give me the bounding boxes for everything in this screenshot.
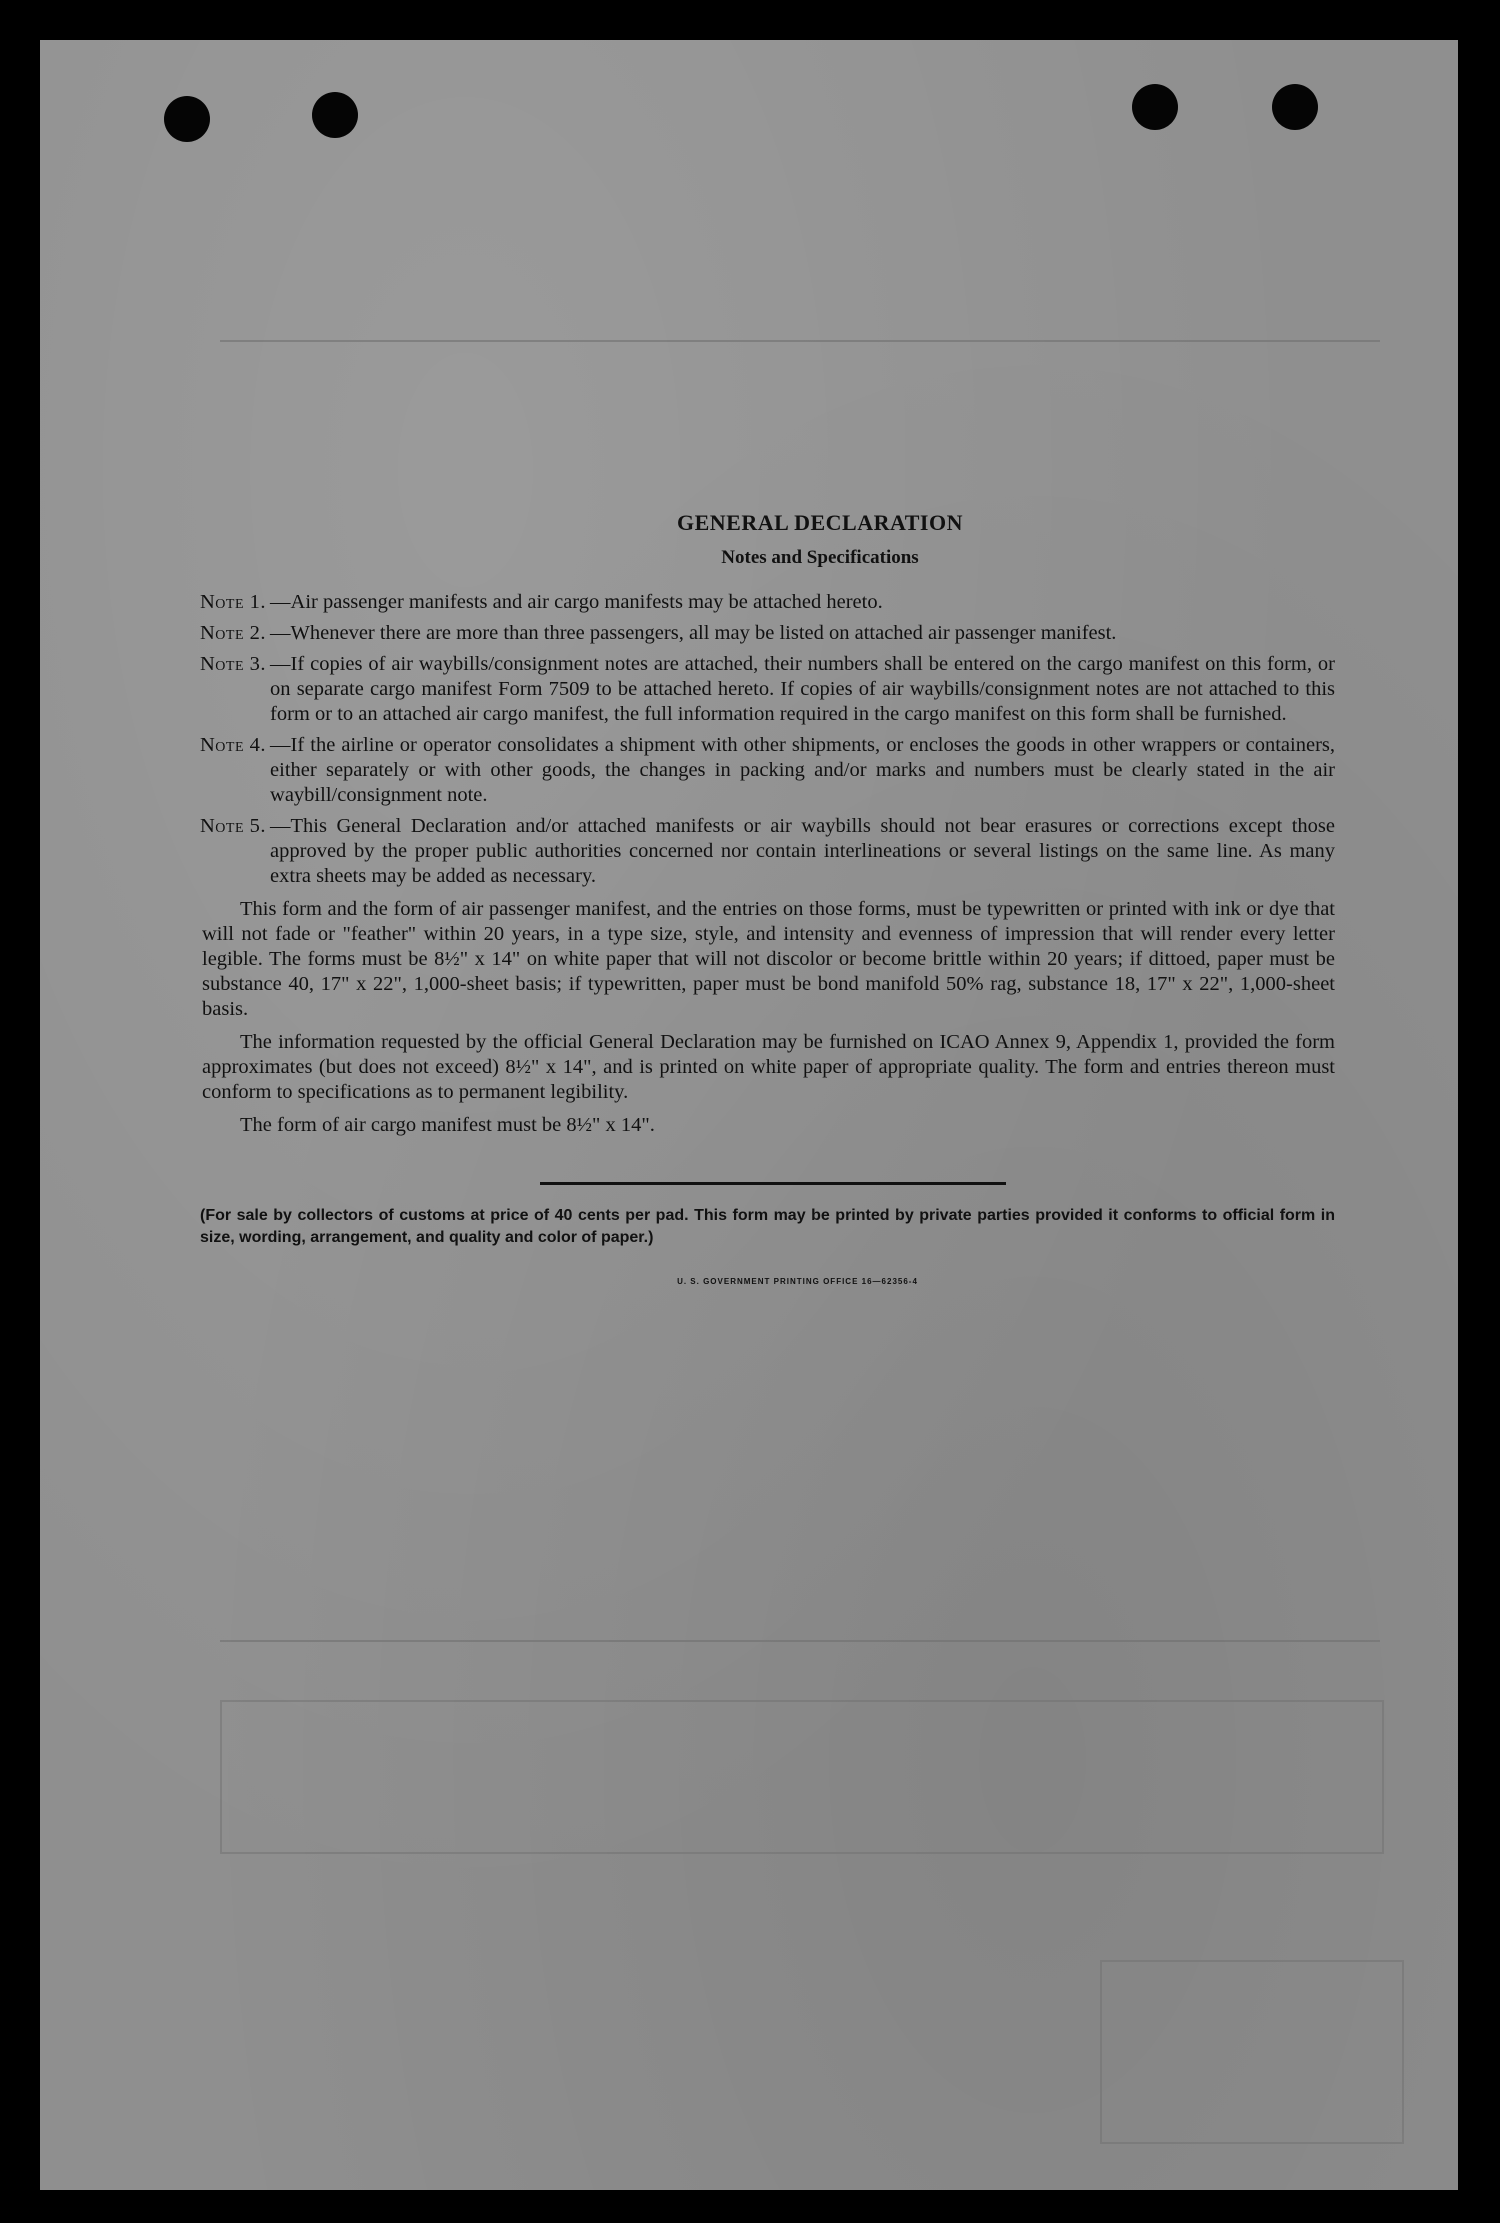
punch-hole: [1132, 84, 1178, 130]
note-label: Note 2.: [200, 622, 267, 644]
divider-rule: [540, 1182, 1006, 1185]
note-item: [200, 590, 1335, 615]
printer-imprint: U. S. GOVERNMENT PRINTING OFFICE 16—62356-4: [677, 1277, 918, 1286]
page-title: GENERAL DECLARATION: [677, 510, 963, 535]
note-text: —Air passenger manifests and air cargo manifests may be attached hereto.: [270, 591, 883, 613]
sale-notice: (For sale by collectors of customs at price of 40 cents per pad. This form may be printed by private parties provided it conforms to official form in size, wording, arrangement, and quality and color of paper.): [200, 1207, 1335, 1246]
note-text: —If copies of air waybills/consignment notes are attached, their numbers shall be entered on the cargo manifest on this form, or on separate cargo manifest Form 7509 to be attached hereto. If copies of air waybills/consignment notes are not attached to this form or to an attached air cargo manifest, the full information required in the cargo manifest on this form shall be furnished.: [270, 653, 1335, 725]
note-item: [200, 652, 1335, 727]
document-page: [40, 40, 1458, 2190]
specification-paragraph: The form of air cargo manifest must be 8½" x 14".: [240, 1114, 655, 1136]
bleed-through-box: [1100, 1960, 1404, 2144]
specification-paragraph: The information requested by the official General Declaration may be furnished on ICAO Annex 9, Appendix 1, provided the form approximates (but does not exceed) 8½" x 14", and is printed on white paper of appropriate quality. The form and entries thereon must conform to specifications as to permanent legibility.: [202, 1031, 1335, 1103]
specification-paragraph: This form and the form of air passenger manifest, and the entries on those forms, must be typewritten or printed with ink or dye that will not fade or "feather" within 20 years, in a type size, style, and intensity and evenness of impression that will render every letter legible. The forms must be 8½" x 14" on white paper that will not discolor or become brittle within 20 years; if dittoed, paper must be substance 40, 17" x 22", 1,000-sheet basis; if typewritten, paper must be bond manifold 50% rag, substance 18, 17" x 22", 1,000-sheet basis.: [202, 898, 1335, 1020]
note-label: Note 5.: [200, 815, 267, 837]
punch-hole: [1272, 84, 1318, 130]
punch-hole: [164, 96, 210, 142]
notes-section: [200, 470, 1335, 1294]
note-item: [200, 621, 1335, 646]
page-subtitle: Notes and Specifications: [721, 547, 919, 568]
bleed-through-line: [220, 1640, 1380, 1642]
bleed-through-line: [220, 340, 1380, 342]
note-item: [200, 733, 1335, 808]
bleed-through-box: [220, 1700, 1384, 1854]
note-label: Note 1.: [200, 591, 267, 613]
notes-list: [200, 590, 1335, 889]
note-text: —This General Declaration and/or attached manifests or air waybills should not bear erasures or corrections except those approved by the proper public authorities concerned nor contain interlineations or several listings on the same line. As many extra sheets may be added as necessary.: [270, 815, 1335, 887]
note-label: Note 3.: [200, 653, 267, 675]
note-text: —Whenever there are more than three passengers, all may be listed on attached air passenger manifest.: [270, 622, 1117, 644]
note-label: Note 4.: [200, 734, 267, 756]
punch-hole: [312, 92, 358, 138]
note-item: [200, 814, 1335, 889]
note-text: —If the airline or operator consolidates a shipment with other shipments, or encloses the goods in other wrappers or containers, either separately or with other goods, the changes in packing and/or marks and numbers must be clearly stated in the air waybill/consignment note.: [270, 734, 1335, 806]
